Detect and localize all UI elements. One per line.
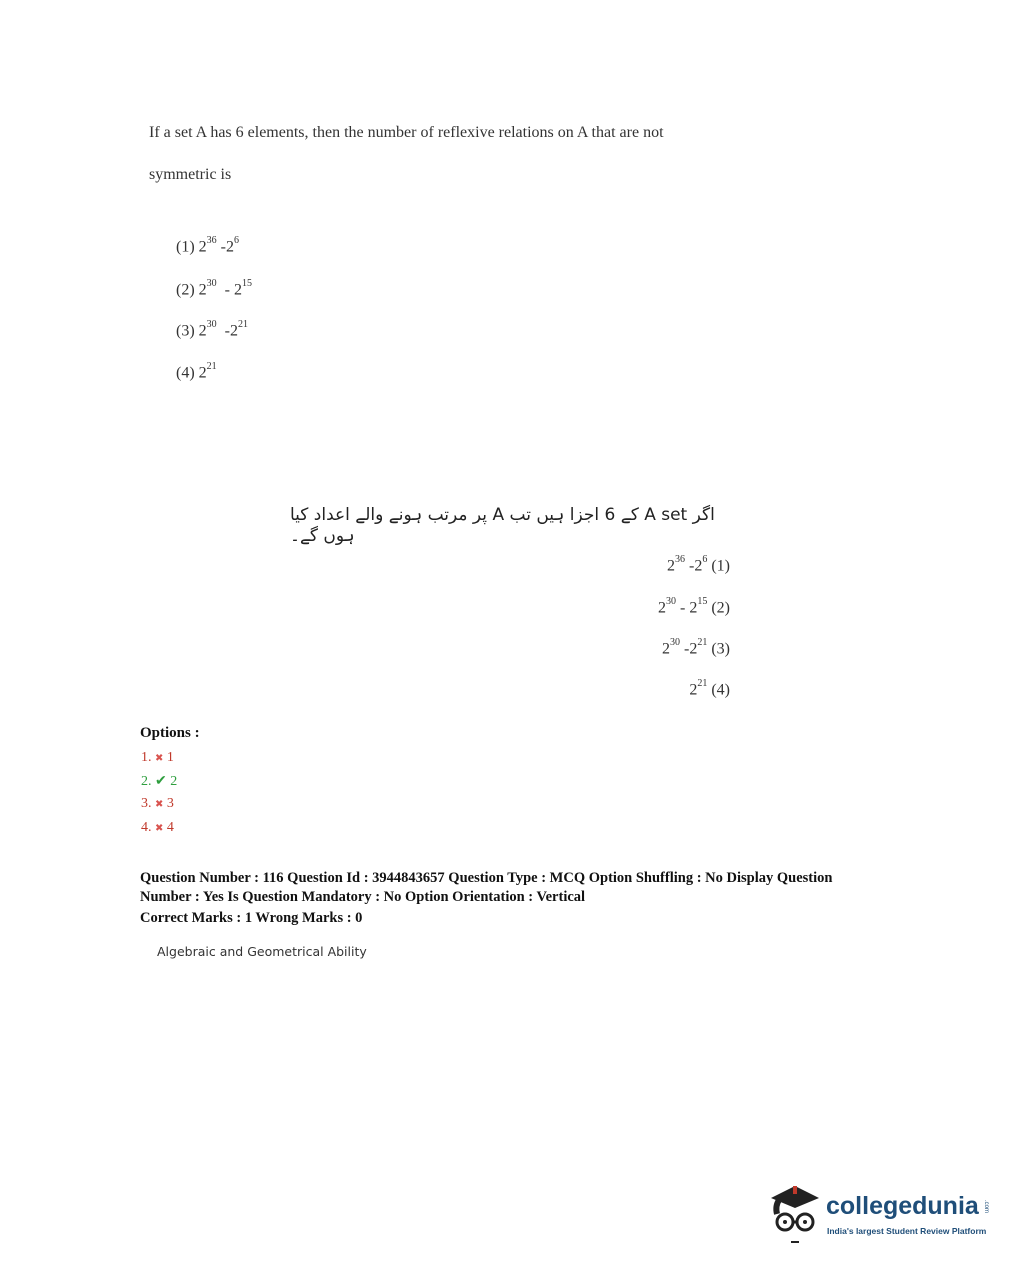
question-meta-line2: Number : Yes Is Question Mandatory : No Option Orientation : Vertical [140,889,586,905]
urdu-question-text: اگر A set کے 6 اجزا ہیں تب A پر مرتب ہونے والے اعداد کیا ہوں گے۔ [290,505,715,546]
question-text-line2: symmetric is [149,166,232,183]
urdu-option-1: $2^{36}$ $-2^6$ (1) [667,554,730,575]
answer-option-2: 2. ✔ 2 [141,774,178,789]
collegedunia-logo [765,1176,995,1246]
topic-label: Algebraic and Geometrical Ability [157,944,367,959]
check-icon: ✔ [155,774,167,789]
question-meta [140,869,920,928]
logo-name: collegedunia [826,1192,979,1220]
urdu-option-4: $2^{21}$ (4) [689,678,730,699]
urdu-option-2: $2^{30} - 2^{15}$ (2) [658,596,730,617]
logo-tagline: India's largest Student Review Platform [827,1226,987,1236]
urdu-option-3: $2^{30}$ $-2^{21}$ (3) [662,637,730,658]
answer-option-3: 3. ✖ 3 [141,796,174,811]
question-meta-line1: Question Number : 116 Question Id : 3944843657 Question Type : MCQ Option Shuffling : No Display Question [140,870,833,886]
answer-option-1: 1. ✖ 1 [141,750,174,765]
question-option-3: (3) $2^{30}$ $-2^{21}$ [176,319,248,340]
cross-icon: ✖ [155,823,164,834]
cross-icon: ✖ [155,753,164,764]
mascot-icon [765,1176,827,1246]
question-option-1: (1) $2^{36}$ $-2^6$ [176,235,239,256]
question-option-4: (4) $2^{21}$ [176,361,217,382]
cross-icon: ✖ [155,799,164,810]
logo-suffix: .com [983,1200,989,1214]
question-text-line1: If a set A has 6 elements, then the number of reflexive relations on A that are not [149,124,664,141]
question-option-2: (2) $2^{30} - 2^{15}$ [176,278,252,299]
marks-info: Correct Marks : 1 Wrong Marks : 0 [140,910,363,926]
options-heading: Options : [140,725,200,741]
answer-option-4: 4. ✖ 4 [141,820,174,835]
